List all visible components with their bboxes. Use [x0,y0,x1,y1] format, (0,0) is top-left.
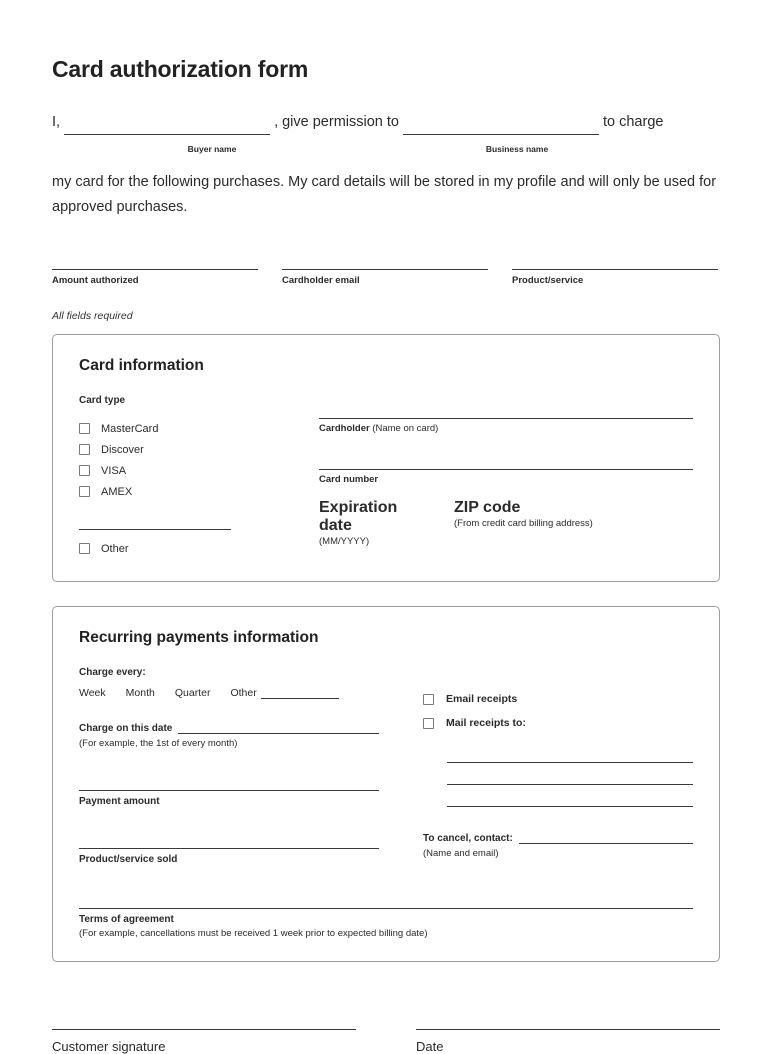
recurring-payments-section [52,606,720,962]
mail-address-line-2[interactable] [447,763,693,785]
checkbox-icon[interactable] [79,543,90,554]
cardholder-email-field-group [282,252,488,286]
charge-on-date-field-group [79,721,379,734]
amount-authorized-label: Amount authorized [52,275,139,286]
email-receipts-option[interactable] [423,693,693,705]
checkbox-icon[interactable] [79,486,90,497]
intro-text-part1: I, [52,114,61,130]
intro-text-part3: to charge [602,114,664,130]
product-service-sold-label: Product/service sold [79,854,178,865]
amount-authorized-field-group [52,252,258,286]
expiration-label: Expiration date [319,499,398,534]
recurring-payments-title: Recurring payments information [79,629,319,646]
product-service-field-group [512,252,718,286]
checkbox-icon[interactable] [79,423,90,434]
card-type-other-group [79,516,319,559]
cardholder-name-hint: (Name on card) [372,423,439,434]
cardholder-name-field-group [319,397,693,434]
top-fields-row [52,252,720,286]
date-label: Date [416,1039,444,1054]
terms-of-agreement-label: Terms of agreement [79,914,174,925]
intro-field-captions [52,136,720,162]
terms-of-agreement-input[interactable] [79,889,693,909]
frequency-option-quarter[interactable]: Quarter [174,687,211,699]
card-type-other-input[interactable] [79,516,231,530]
checkbox-icon[interactable] [79,465,90,476]
product-service-label: Product/service [512,275,584,286]
charge-every-label: Charge every: [79,667,146,678]
to-cancel-field-group [423,831,693,844]
checkbox-icon[interactable] [79,444,90,455]
frequency-option-other[interactable]: Other [230,687,257,699]
card-type-label-other: Other [101,542,129,555]
intro-paragraph [52,109,720,220]
zip-hint: (From credit card billing address) [454,518,593,529]
expiration-zip-row [319,499,693,548]
mail-receipts-label: Mail receipts to: [446,717,526,729]
cardholder-name-caption [319,423,693,434]
mail-address-line-3[interactable] [447,785,693,807]
card-type-column [79,395,319,559]
zip-field-group [454,499,693,548]
card-type-option-mastercard[interactable] [79,418,319,439]
cardholder-name-input[interactable] [319,397,693,419]
card-type-label: Card type [79,395,126,406]
terms-of-agreement-hint: (For example, cancellations must be received 1 week prior to expected billing date) [79,928,428,939]
card-type-option-discover[interactable] [79,439,319,460]
signature-row [52,1008,720,1054]
date-input[interactable] [416,1008,720,1030]
card-details-column [319,395,693,559]
charge-on-date-input[interactable] [178,721,379,734]
buyer-name-caption: Buyer name [187,144,237,154]
cardholder-name-label: Cardholder [319,423,370,434]
intro-text-part2: , give permission to [274,114,399,130]
payment-amount-input[interactable] [79,771,379,791]
terms-of-agreement-group [79,889,693,939]
expiration-field-group [319,499,414,548]
intro-body-text: my card for the following purchases. My card details will be stored in my profile and will only be used for approved purchases. [52,174,717,215]
expiration-caption [319,499,414,535]
payment-amount-field-group [79,771,379,807]
product-service-sold-field-group [79,829,379,865]
card-type-label-amex: AMEX [101,485,133,498]
card-number-label: Card number [319,474,379,485]
zip-label: ZIP code [454,499,521,516]
card-type-label-mastercard: MasterCard [101,422,159,435]
to-cancel-hint: (Name and email) [423,848,499,859]
to-cancel-input[interactable] [519,831,693,844]
customer-signature-label: Customer signature [52,1039,166,1054]
card-number-caption [319,474,693,485]
email-receipts-label: Email receipts [446,693,518,705]
card-type-label-discover: Discover [101,443,144,456]
expiration-hint: (MM/YYYY) [319,536,370,547]
mail-address-line-1[interactable] [447,741,693,763]
all-fields-required-note: All fields required [52,310,133,322]
checkbox-icon[interactable] [423,718,434,729]
amount-authorized-input[interactable] [52,252,258,270]
card-number-input[interactable] [319,448,693,470]
payment-amount-label: Payment amount [79,796,160,807]
card-type-label-visa: VISA [101,464,127,477]
product-service-input[interactable] [512,252,718,270]
card-information-title: Card information [79,357,204,374]
to-cancel-label: To cancel, contact: [423,833,513,844]
cardholder-email-input[interactable] [282,252,488,270]
mail-receipts-option[interactable] [423,717,693,729]
recurring-left-column [79,667,379,865]
product-service-sold-input[interactable] [79,829,379,849]
charge-on-date-label: Charge on this date [79,723,173,734]
checkbox-icon[interactable] [423,694,434,705]
card-number-field-group [319,448,693,485]
customer-signature-input[interactable] [52,1008,356,1030]
buyer-name-field[interactable] [64,118,270,135]
customer-signature-group [52,1008,356,1054]
card-type-option-visa[interactable] [79,460,319,481]
zip-caption [454,499,693,517]
intro-first-line [52,109,720,135]
date-group [416,1008,720,1054]
frequency-options [79,686,379,699]
business-name-caption: Business name [485,144,549,154]
card-information-section [52,334,720,582]
card-type-option-amex[interactable] [79,481,319,502]
card-type-option-other[interactable] [79,538,319,559]
cardholder-email-label: Cardholder email [282,275,360,286]
frequency-option-month[interactable]: Month [125,687,155,699]
charge-on-date-hint: (For example, the 1st of every month) [79,738,238,749]
page-title: Card authorization form [52,56,309,82]
recurring-right-column [379,667,693,865]
frequency-other-input[interactable] [261,686,339,699]
frequency-option-week[interactable]: Week [79,687,106,699]
business-name-field[interactable] [403,118,599,135]
